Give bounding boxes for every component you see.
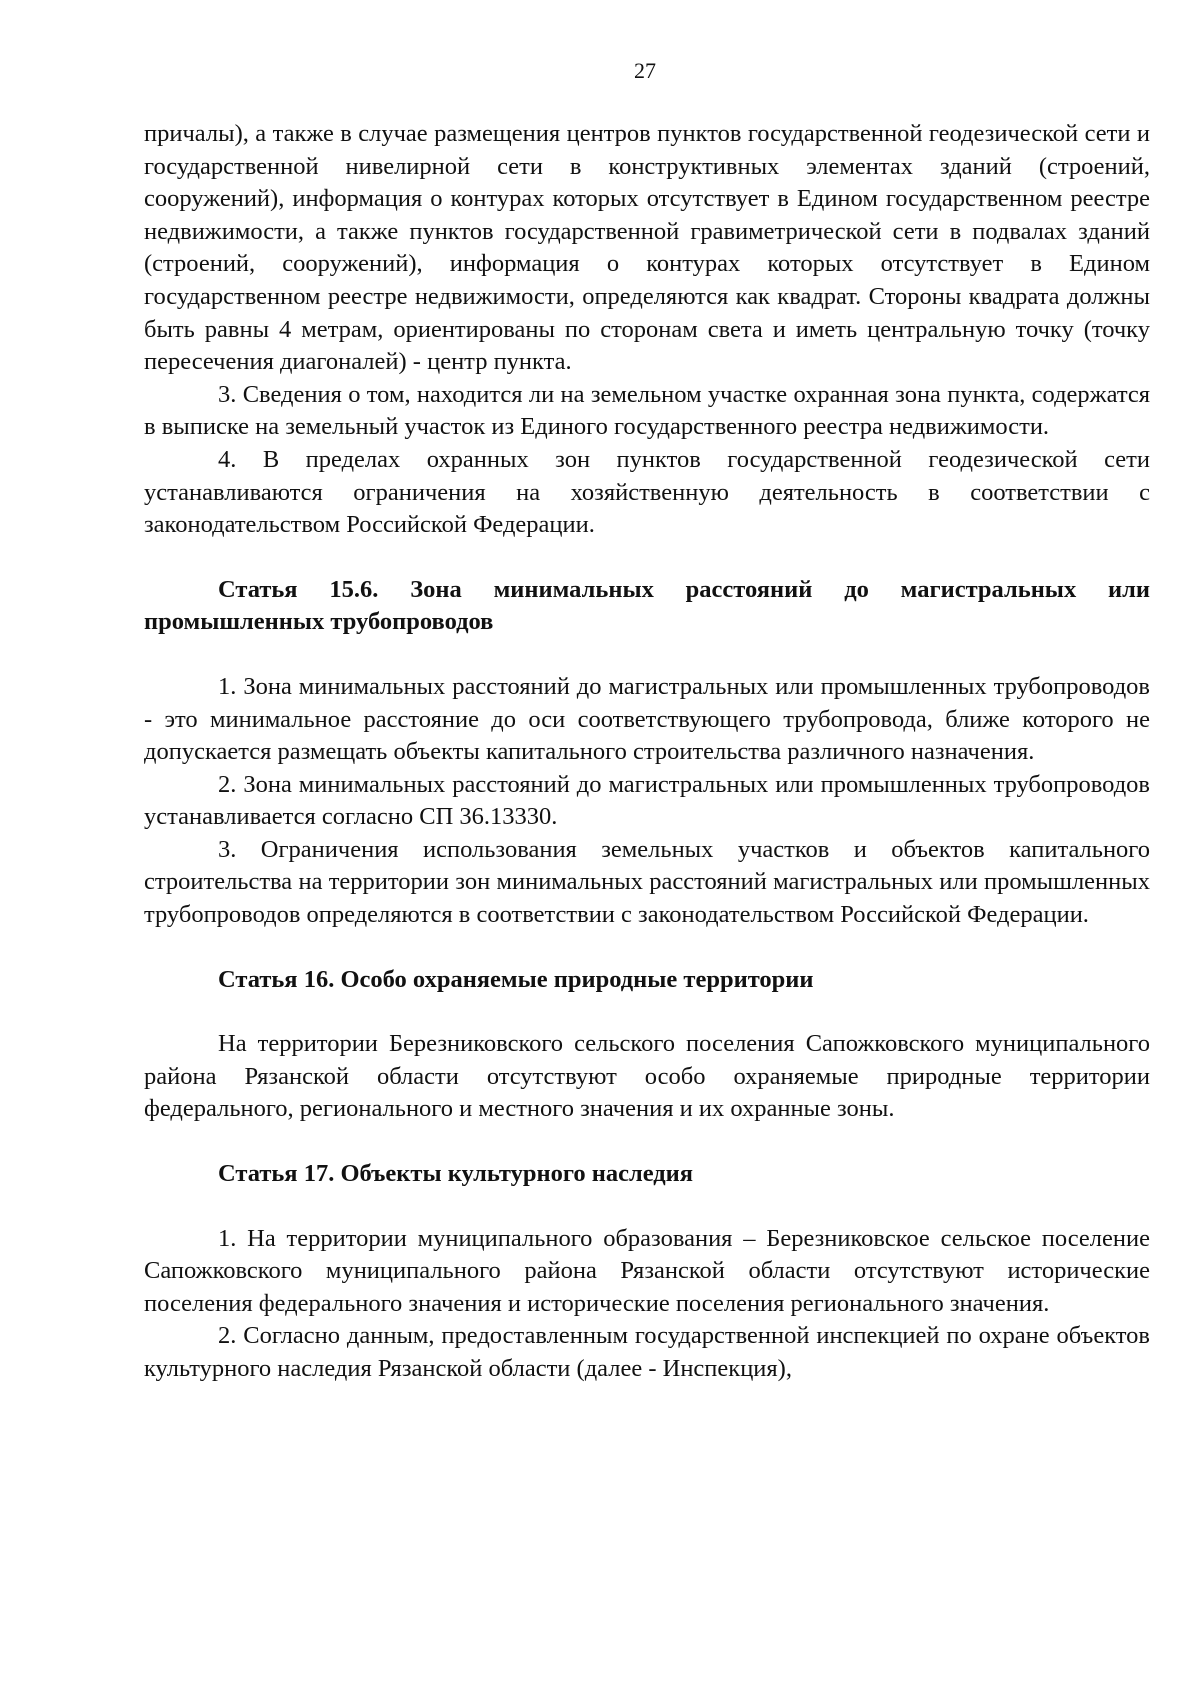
document-body: [144, 118, 1150, 1386]
paragraph-item-3: 3. Сведения о том, находится ли на земельном участке охранная зона пункта, содержатся в выписке на земельный участок из Единого государственного реестра недвижимости.: [144, 380, 1150, 441]
article-17-paragraph-1: 1. На территории муниципального образования – Березниковское сельское поселение Сапожковского муниципального района Рязанской области отсутствуют исторические поселения федерального значения и исторические поселения регионального значения.: [144, 1224, 1150, 1317]
article-15-6-paragraph-2: 2. Зона минимальных расстояний до магистральных или промышленных трубопроводов устанавливается согласно СП 36.13330.: [144, 770, 1150, 831]
paragraph-item-4: 4. В пределах охранных зон пунктов государственной геодезической сети устанавливаются ограничения на хозяйственную деятельность в соответствии с законодательством Российской Федерации.: [144, 445, 1150, 539]
article-16-heading: Статья 16. Особо охраняемые природные территории: [218, 965, 814, 993]
article-17-paragraph-2: 2. Согласно данным, предоставленным государственной инспекцией по охране объектов культурного наследия Рязанской области (далее - Инспекция),: [144, 1322, 1150, 1382]
article-17-heading: Статья 17. Объекты культурного наследия: [218, 1160, 694, 1188]
article-16-paragraph-1: На территории Березниковского сельского поселения Сапожковского муниципального района Рязанской области отсутствуют особо охраняемые природные территории федерального, регионального и местного значения и их охранные зоны.: [144, 1030, 1150, 1123]
paragraph-continuation: причалы), а также в случае размещения центров пунктов государственной геодезической сети и государственной нивелирной сети в конструктивных элементах зданий (строений, сооружений), информация о контурах которых отсутствует в Едином государственном реестре недвижимости, а также пунктов государственной гравиметрической сети в подвалах зданий (строений, сооружений), информация о контурах которых отсутствует в Едином государственном реестре недвижимости, определяются как квадрат. Стороны квадрата должны быть равны 4 метрам, ориентированы по сторонам света и иметь центральную точку (точку пересечения диагоналей) - центр пункта.: [144, 120, 1150, 376]
article-15-6-paragraph-3: 3. Ограничения использования земельных участков и объектов капитального строительства на территории зон минимальных расстояний магистральных или промышленных трубопроводов определяются в соответствии с законодательством Российской Федерации.: [144, 835, 1150, 929]
article-15-6-heading: Статья 15.6. Зона минимальных расстояний до магистральных или промышленных трубопроводов: [144, 575, 1150, 636]
article-15-6-paragraph-1: 1. Зона минимальных расстояний до магистральных или промышленных трубопроводов - это минимальное расстояние до оси соответствующего трубопровода, ближе которого не допускается размещать объекты капитального строительства различного назначения.: [144, 672, 1150, 766]
page-number: 27: [634, 58, 656, 83]
